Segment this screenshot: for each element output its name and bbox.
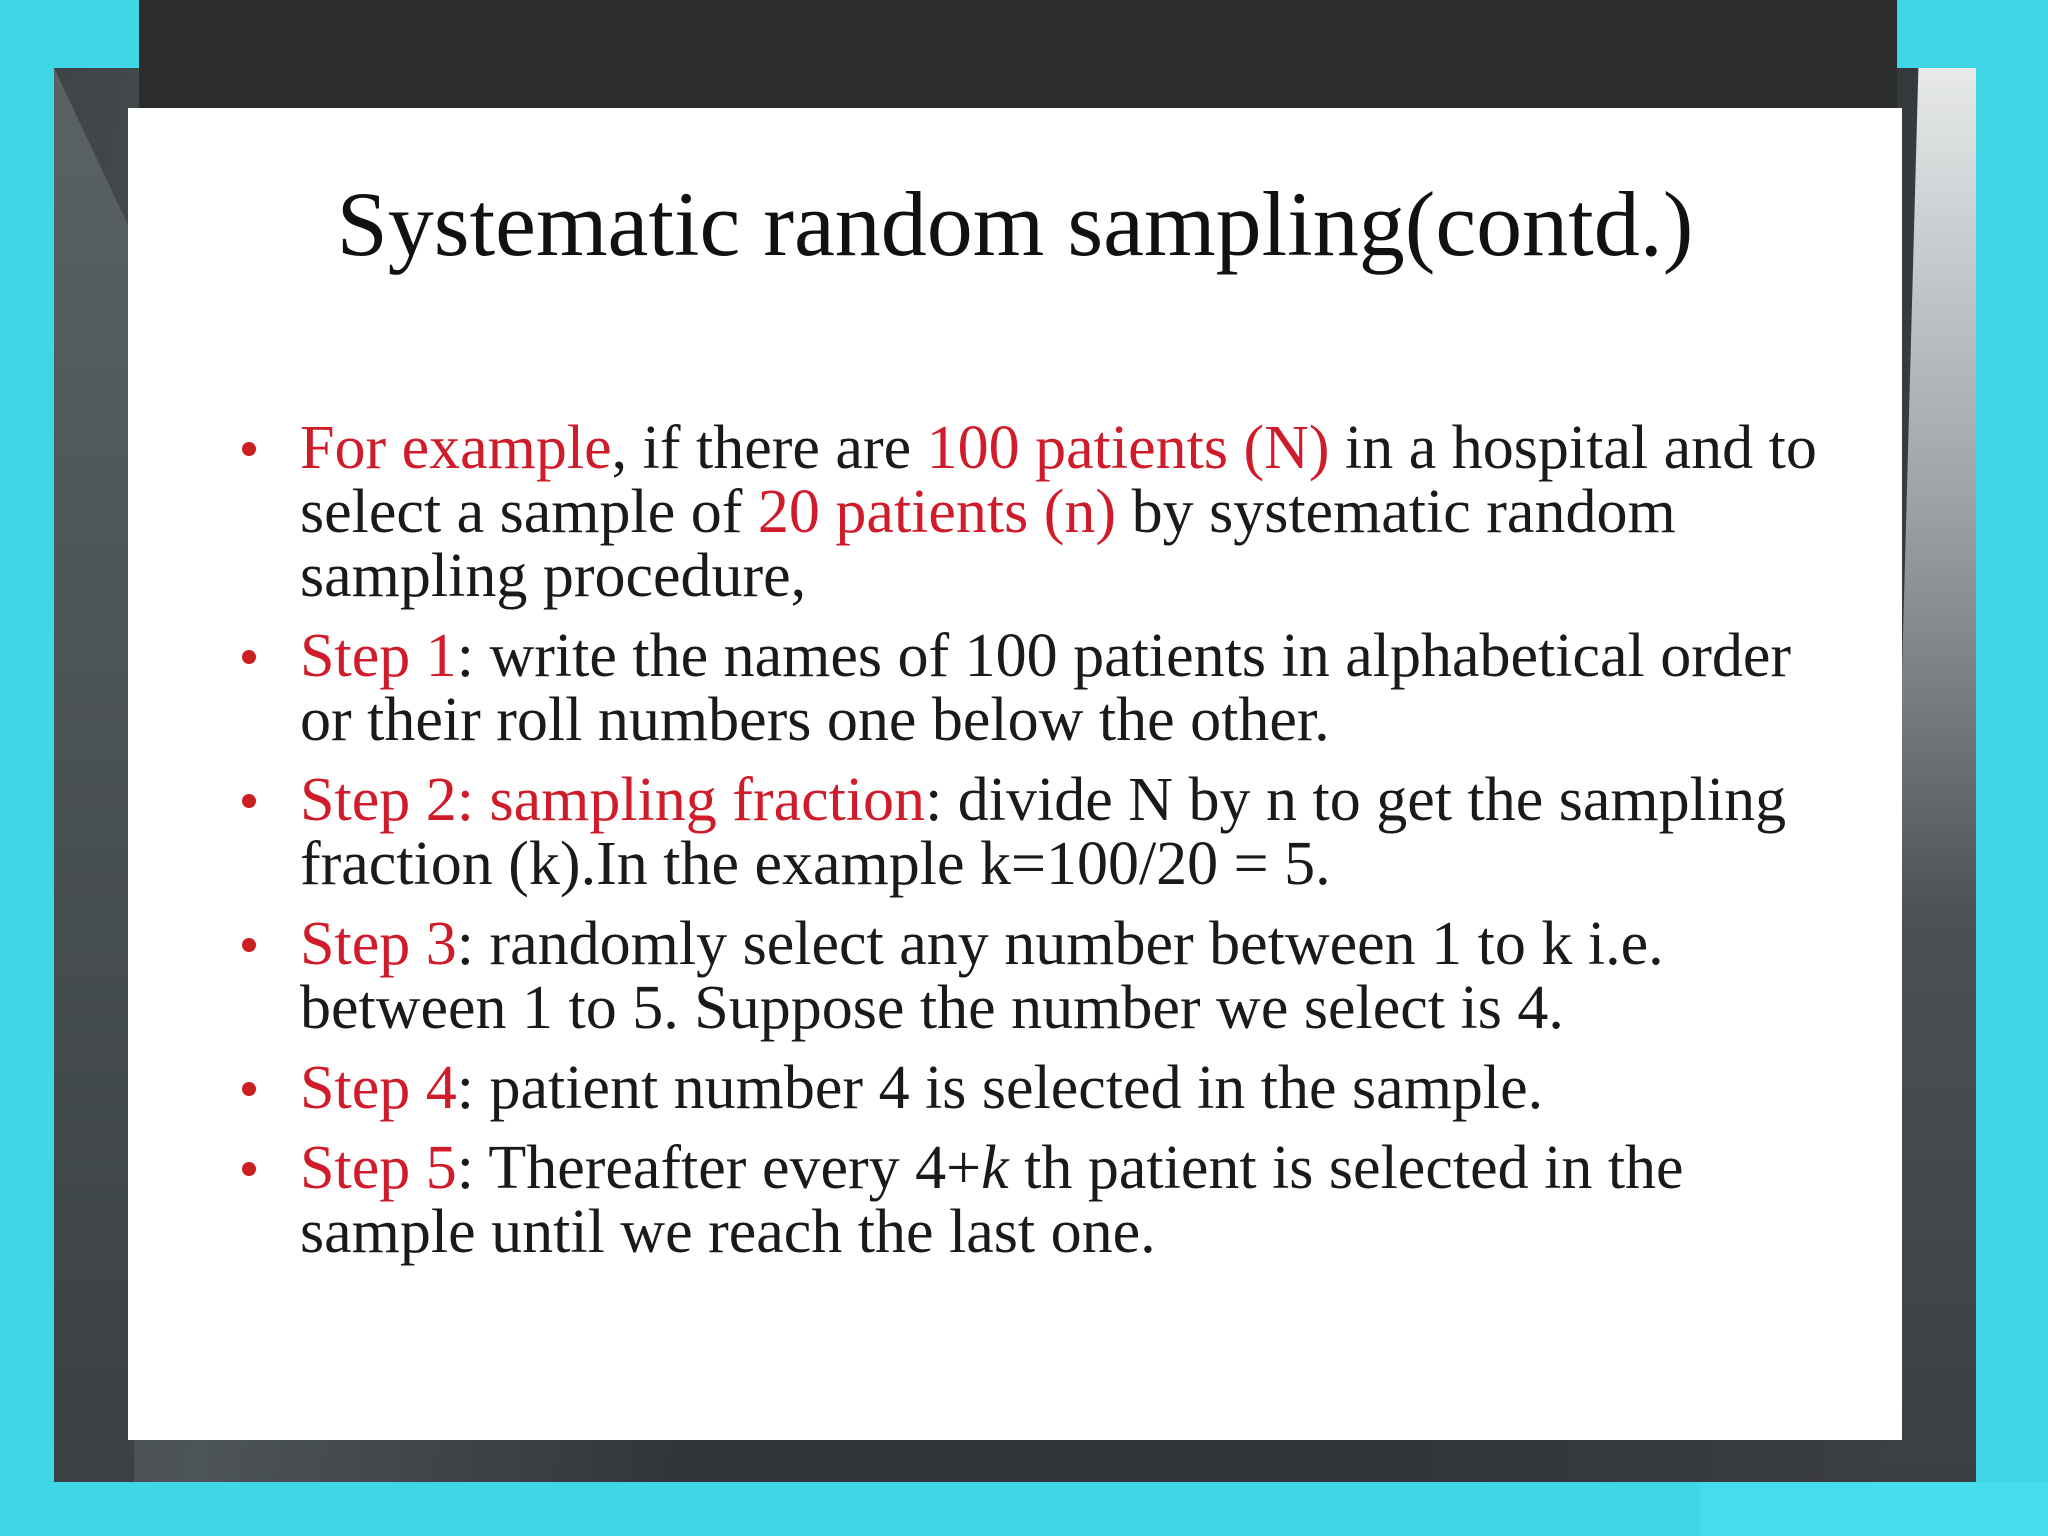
bullet-part: th patient is selected in the sample until we reach the last one. [300, 1134, 1684, 1266]
bullet-item [300, 768, 1830, 896]
bullet-list [300, 416, 1830, 1280]
bullet-item [300, 912, 1830, 1040]
bullet-part: 20 patients (n) [757, 478, 1117, 546]
bullet-part: in a hospital and to select a sample of [300, 414, 1817, 546]
bullet-item [300, 1136, 1830, 1264]
bullet-part: Step 1 [300, 622, 457, 690]
bullet-part: Step 3 [300, 910, 457, 978]
bullet-part: Step 2: sampling fraction [300, 766, 926, 834]
bullet-part: : Thereafter every 4+ [456, 1134, 982, 1202]
bullet-part: For example [300, 414, 612, 482]
bullet-part: 100 patients (N) [926, 414, 1330, 482]
bullet-dot-icon [242, 1082, 256, 1096]
bullet-item [300, 416, 1830, 608]
bullet-part: , if there are [611, 414, 927, 482]
slide-title: Systematic random sampling(contd.) [336, 173, 1694, 275]
bullet-part: k [981, 1134, 1009, 1202]
bullet-part: : patient number 4 is selected in the sample. [456, 1054, 1544, 1122]
bullet-part: : write the names of 100 patients in alphabetical order or their roll numbers one below the other. [300, 622, 1792, 754]
slide-content [128, 108, 1902, 1440]
bullet-dot-icon [242, 938, 256, 952]
bullet-dot-icon [242, 650, 256, 664]
bullet-dot-icon [242, 794, 256, 808]
bullet-item [300, 1056, 1830, 1120]
bullet-part: by systematic random sampling procedure, [300, 478, 1676, 610]
background-left-stripe [54, 68, 134, 1482]
bullet-part: : randomly select any number between 1 to k i.e. between 1 to 5. Suppose the number we select is 4. [300, 910, 1664, 1042]
bullet-dot-icon [242, 1162, 256, 1176]
top-dark-bar [139, 0, 1897, 108]
bullet-part: Step 4 [300, 1054, 457, 1122]
bullet-dot-icon [242, 442, 256, 456]
bullet-part: : divide N by n to get the sampling fraction (k).In the example k=100/20 = 5. [300, 766, 1787, 898]
background-cyan-accent [1700, 1482, 2048, 1536]
bullet-item [300, 624, 1830, 752]
bullet-part: Step 5 [300, 1134, 457, 1202]
